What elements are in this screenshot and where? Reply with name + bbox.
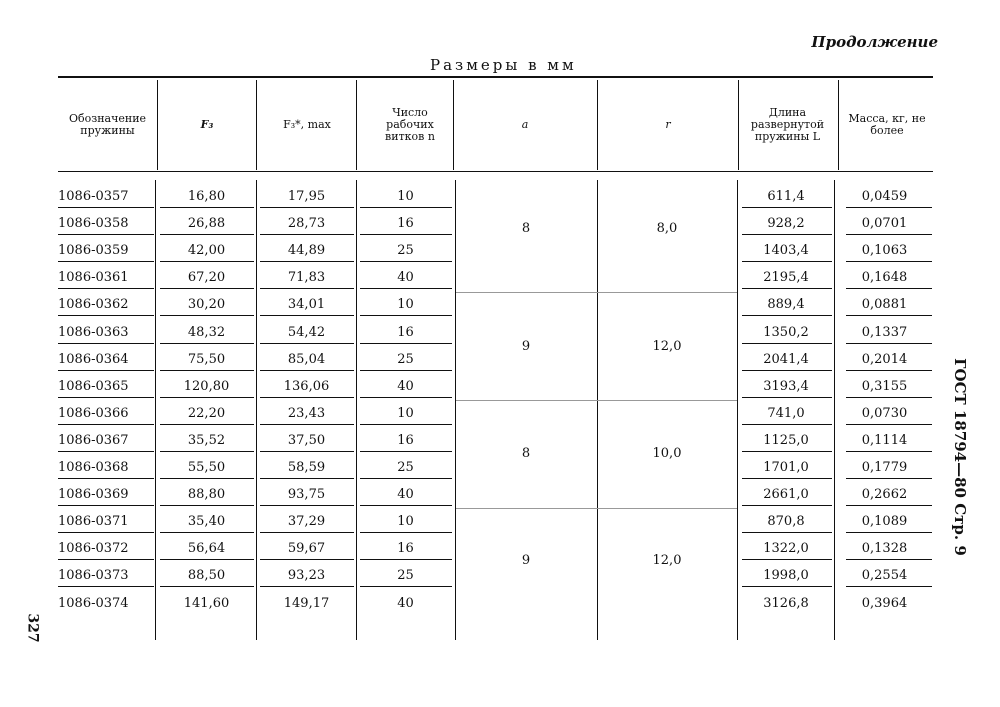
row-underline — [742, 424, 832, 425]
row-underline — [360, 505, 452, 506]
row-underline — [260, 234, 354, 235]
row-underline — [58, 288, 154, 289]
cell-designation: 1086-0358 — [58, 216, 129, 231]
row-underline — [58, 451, 154, 452]
group-r-3: 10,0 — [652, 446, 682, 461]
divider — [838, 80, 839, 170]
row-underline — [260, 586, 354, 587]
cell-designation: 1086-0368 — [58, 460, 129, 475]
row-underline — [260, 451, 354, 452]
cell-f3: 141,60 — [183, 596, 230, 611]
row-underline — [846, 397, 932, 398]
cell-f3max: 93,23 — [287, 568, 326, 583]
cell-f3: 75,50 — [187, 352, 226, 367]
row-underline — [846, 234, 932, 235]
divider — [155, 180, 156, 640]
row-underline — [160, 397, 254, 398]
cell-f3max: 28,73 — [287, 216, 326, 231]
row-underline — [260, 478, 354, 479]
header-designation: Обозначение пружины — [68, 112, 147, 137]
row-underline — [160, 261, 254, 262]
divider — [455, 180, 456, 640]
cell-mass: 0,1063 — [861, 243, 908, 258]
cell-length: 1998,0 — [763, 568, 809, 583]
divider — [834, 180, 835, 640]
row-underline — [58, 261, 154, 262]
cell-designation: 1086-0365 — [58, 379, 129, 394]
row-underline — [846, 261, 932, 262]
cell-f3max: 34,01 — [287, 297, 326, 312]
cell-designation: 1086-0373 — [58, 568, 129, 583]
row-underline — [260, 315, 354, 316]
cell-f3max: 58,59 — [287, 460, 326, 475]
group-a-3: 8 — [521, 446, 531, 461]
row-underline — [58, 586, 154, 587]
cell-mass: 0,1114 — [861, 433, 908, 448]
row-underline — [58, 343, 154, 344]
row-underline — [742, 532, 832, 533]
row-underline — [260, 559, 354, 560]
row-underline — [260, 532, 354, 533]
row-underline — [360, 343, 452, 344]
row-underline — [58, 315, 154, 316]
cell-designation: 1086-0364 — [58, 352, 129, 367]
cell-turns: 16 — [397, 325, 414, 340]
cell-f3: 55,50 — [187, 460, 226, 475]
cell-mass: 0,0459 — [861, 189, 908, 204]
row-underline — [742, 559, 832, 560]
cell-length: 889,4 — [767, 297, 805, 312]
row-underline — [58, 397, 154, 398]
table-top-rule — [58, 76, 933, 78]
units-caption: Размеры в мм — [430, 56, 577, 74]
row-underline — [160, 370, 254, 371]
row-underline — [160, 559, 254, 560]
row-underline — [360, 397, 452, 398]
row-underline — [846, 288, 932, 289]
row-underline — [846, 343, 932, 344]
row-underline — [58, 234, 154, 235]
cell-designation: 1086-0359 — [58, 243, 129, 258]
row-underline — [260, 397, 354, 398]
row-underline — [742, 315, 832, 316]
row-underline — [160, 478, 254, 479]
row-underline — [846, 478, 932, 479]
header-f3: F₃ — [200, 118, 214, 131]
group-separator — [456, 400, 737, 401]
cell-f3: 30,20 — [187, 297, 226, 312]
cell-turns: 10 — [397, 514, 414, 529]
row-underline — [260, 288, 354, 289]
cell-f3max: 71,83 — [287, 270, 326, 285]
cell-f3max: 44,89 — [287, 243, 326, 258]
cell-length: 2661,0 — [763, 487, 809, 502]
cell-length: 2041,4 — [763, 352, 809, 367]
group-a-1: 8 — [521, 221, 531, 236]
cell-f3: 16,80 — [187, 189, 226, 204]
row-underline — [160, 288, 254, 289]
row-underline — [360, 370, 452, 371]
row-underline — [846, 424, 932, 425]
group-separator — [456, 292, 737, 293]
cell-length: 3193,4 — [763, 379, 809, 394]
row-underline — [360, 288, 452, 289]
row-underline — [58, 559, 154, 560]
cell-mass: 0,1089 — [861, 514, 908, 529]
cell-f3max: 54,42 — [287, 325, 326, 340]
row-underline — [260, 343, 354, 344]
cell-f3: 26,88 — [187, 216, 226, 231]
cell-turns: 10 — [397, 406, 414, 421]
row-underline — [742, 288, 832, 289]
cell-turns: 10 — [397, 189, 414, 204]
cell-turns: 25 — [397, 352, 414, 367]
row-underline — [160, 207, 254, 208]
cell-mass: 0,0730 — [861, 406, 908, 421]
divider — [738, 80, 739, 170]
cell-mass: 0,2554 — [861, 568, 908, 583]
group-a-4: 9 — [521, 553, 531, 568]
row-underline — [260, 261, 354, 262]
row-underline — [160, 532, 254, 533]
header-f3max: F₃*, max — [283, 118, 331, 131]
header-length: Длина развернутой пружины L — [750, 105, 825, 143]
cell-designation: 1086-0371 — [58, 514, 129, 529]
group-r-2: 12,0 — [652, 339, 682, 354]
row-underline — [360, 261, 452, 262]
row-underline — [160, 234, 254, 235]
cell-length: 870,8 — [767, 514, 805, 529]
cell-turns: 25 — [397, 243, 414, 258]
cell-length: 1350,2 — [763, 325, 809, 340]
header-bottom-rule — [58, 171, 933, 172]
cell-length: 1322,0 — [763, 541, 809, 556]
cell-mass: 0,2014 — [861, 352, 908, 367]
divider — [453, 80, 454, 170]
cell-length: 3126,8 — [763, 596, 809, 611]
continuation-label: Продолжение — [811, 33, 938, 51]
row-underline — [742, 370, 832, 371]
cell-f3: 22,20 — [187, 406, 226, 421]
row-underline — [260, 370, 354, 371]
row-underline — [160, 424, 254, 425]
cell-f3: 35,52 — [187, 433, 226, 448]
divider — [356, 80, 357, 170]
header-r: r — [665, 118, 671, 131]
header-turns: Число рабочих витков n — [385, 106, 435, 143]
cell-designation: 1086-0363 — [58, 325, 129, 340]
row-underline — [360, 559, 452, 560]
row-underline — [360, 234, 452, 235]
cell-length: 928,2 — [767, 216, 805, 231]
row-underline — [260, 207, 354, 208]
cell-f3: 88,50 — [187, 568, 226, 583]
row-underline — [846, 505, 932, 506]
cell-length: 2195,4 — [763, 270, 809, 285]
cell-f3max: 17,95 — [287, 189, 326, 204]
cell-f3max: 93,75 — [287, 487, 326, 502]
cell-designation: 1086-0369 — [58, 487, 129, 502]
cell-f3: 35,40 — [187, 514, 226, 529]
row-underline — [846, 370, 932, 371]
cell-turns: 16 — [397, 433, 414, 448]
row-underline — [846, 532, 932, 533]
cell-designation: 1086-0367 — [58, 433, 129, 448]
cell-f3max: 37,50 — [287, 433, 326, 448]
cell-length: 1701,0 — [763, 460, 809, 475]
row-underline — [742, 505, 832, 506]
cell-mass: 0,0881 — [861, 297, 908, 312]
cell-mass: 0,1328 — [861, 541, 908, 556]
group-r-1: 8,0 — [656, 221, 678, 236]
row-underline — [360, 451, 452, 452]
cell-length: 611,4 — [767, 189, 805, 204]
cell-mass: 0,2662 — [861, 487, 908, 502]
row-underline — [360, 532, 452, 533]
cell-designation: 1086-0357 — [58, 189, 129, 204]
row-underline — [360, 315, 452, 316]
cell-f3: 56,64 — [187, 541, 226, 556]
cell-f3max: 59,67 — [287, 541, 326, 556]
row-underline — [360, 586, 452, 587]
cell-f3: 120,80 — [183, 379, 230, 394]
row-underline — [360, 207, 452, 208]
cell-turns: 25 — [397, 568, 414, 583]
cell-length: 741,0 — [767, 406, 805, 421]
cell-turns: 25 — [397, 460, 414, 475]
cell-f3max: 23,43 — [287, 406, 326, 421]
cell-f3max: 149,17 — [283, 596, 330, 611]
cell-length: 1403,4 — [763, 243, 809, 258]
row-underline — [360, 424, 452, 425]
cell-turns: 40 — [397, 270, 414, 285]
cell-designation: 1086-0366 — [58, 406, 129, 421]
cell-f3: 67,20 — [187, 270, 226, 285]
row-underline — [846, 451, 932, 452]
row-underline — [58, 207, 154, 208]
row-underline — [742, 234, 832, 235]
row-underline — [360, 478, 452, 479]
divider — [597, 180, 598, 640]
cell-mass: 0,0701 — [861, 216, 908, 231]
cell-turns: 40 — [397, 487, 414, 502]
cell-f3: 48,32 — [187, 325, 226, 340]
row-underline — [58, 505, 154, 506]
row-underline — [160, 315, 254, 316]
cell-mass: 0,3155 — [861, 379, 908, 394]
row-underline — [58, 370, 154, 371]
cell-turns: 10 — [397, 297, 414, 312]
cell-f3: 42,00 — [187, 243, 226, 258]
row-underline — [846, 559, 932, 560]
row-underline — [58, 532, 154, 533]
row-underline — [846, 315, 932, 316]
header-mass: Масса, кг, не более — [848, 112, 926, 137]
cell-mass: 0,1779 — [861, 460, 908, 475]
row-underline — [742, 451, 832, 452]
cell-f3max: 136,06 — [283, 379, 330, 394]
cell-length: 1125,0 — [763, 433, 809, 448]
row-underline — [846, 207, 932, 208]
cell-mass: 0,1648 — [861, 270, 908, 285]
cell-designation: 1086-0372 — [58, 541, 129, 556]
cell-designation: 1086-0361 — [58, 270, 129, 285]
cell-mass: 0,3964 — [861, 596, 908, 611]
divider — [157, 80, 158, 170]
row-underline — [160, 586, 254, 587]
cell-turns: 16 — [397, 541, 414, 556]
side-label: ГОСТ 18794—80 Стр. 9 — [951, 358, 969, 556]
row-underline — [58, 478, 154, 479]
row-underline — [160, 451, 254, 452]
cell-designation: 1086-0374 — [58, 596, 129, 611]
divider — [256, 180, 257, 640]
row-underline — [742, 586, 832, 587]
page-number: 327 — [24, 613, 41, 643]
row-underline — [160, 505, 254, 506]
cell-mass: 0,1337 — [861, 325, 908, 340]
header-a: a — [521, 118, 529, 131]
row-underline — [260, 424, 354, 425]
row-underline — [742, 343, 832, 344]
row-underline — [846, 586, 932, 587]
cell-f3max: 85,04 — [287, 352, 326, 367]
group-r-4: 12,0 — [652, 553, 682, 568]
group-a-2: 9 — [521, 339, 531, 354]
cell-turns: 40 — [397, 596, 414, 611]
cell-f3max: 37,29 — [287, 514, 326, 529]
cell-designation: 1086-0362 — [58, 297, 129, 312]
row-underline — [742, 207, 832, 208]
cell-f3: 88,80 — [187, 487, 226, 502]
cell-turns: 16 — [397, 216, 414, 231]
row-underline — [742, 478, 832, 479]
row-underline — [58, 424, 154, 425]
cell-turns: 40 — [397, 379, 414, 394]
row-underline — [742, 261, 832, 262]
row-underline — [742, 397, 832, 398]
row-underline — [160, 343, 254, 344]
divider — [256, 80, 257, 170]
group-separator — [456, 508, 737, 509]
row-underline — [260, 505, 354, 506]
